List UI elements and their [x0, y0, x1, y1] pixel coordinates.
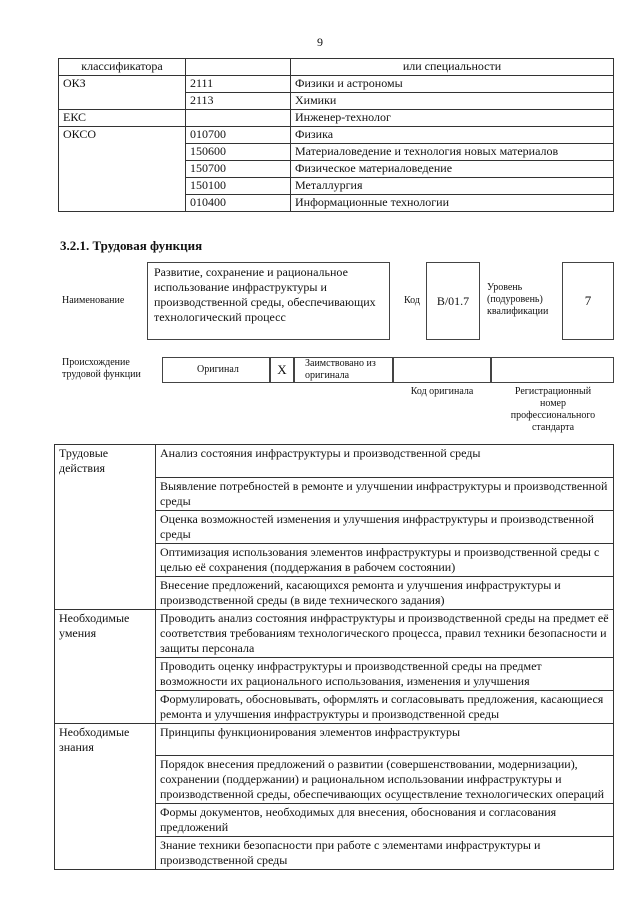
requirement-category-cont — [55, 477, 156, 510]
requirement-item: Формулировать, обосновывать, оформлять и согласовывать предложения, касающиеся ремонта и улучшения инфраструктуры и производственной среды — [156, 690, 614, 723]
classifier-group — [59, 144, 186, 161]
classifier-name: Физическое материаловедение — [291, 161, 614, 178]
requirement-category-cont — [55, 837, 156, 870]
origin-borrowed-cell: Заимствовано из оригинала — [294, 357, 393, 383]
requirement-item: Внесение предложений, касающихся ремонта и улучшения инфраструктуры и производственной среды (в виде технического задания) — [156, 576, 614, 609]
requirement-category-cont — [55, 804, 156, 837]
requirements-table — [54, 444, 614, 870]
requirement-item: Оптимизация использования элементов инфраструктуры и производственной среды с целью её сохранения (поддержания в рабочем состоянии) — [156, 543, 614, 576]
table-row — [55, 510, 614, 543]
qualification-level-box: 7 — [562, 262, 614, 340]
classifier-group — [59, 195, 186, 212]
table-row — [59, 161, 614, 178]
requirement-category: Трудовые действия — [55, 445, 156, 478]
table-row — [55, 609, 614, 657]
classifier-name: Материаловедение и технология новых материалов — [291, 144, 614, 161]
table-row — [55, 543, 614, 576]
classifier-code: 2113 — [186, 93, 291, 110]
classifier-group — [59, 93, 186, 110]
classifier-code: 2111 — [186, 76, 291, 93]
classifier-group: ЕКС — [59, 110, 186, 127]
table-row — [55, 690, 614, 723]
table-row — [55, 576, 614, 609]
table-row — [55, 445, 614, 478]
classifier-name: Физика — [291, 127, 614, 144]
classifier-name: Химики — [291, 93, 614, 110]
origin-reg-caption: Регистрационный номер профессионального стандарта — [510, 386, 596, 433]
classifier-code: 150600 — [186, 144, 291, 161]
origin-reg-cell — [491, 357, 614, 383]
requirement-category-cont — [55, 690, 156, 723]
requirement-category: Необходимые знания — [55, 723, 156, 756]
classifier-group — [59, 178, 186, 195]
table-row — [55, 723, 614, 756]
table-row — [55, 657, 614, 690]
classifier-header-cell — [186, 59, 291, 76]
requirement-item: Анализ состояния инфраструктуры и производственной среды — [156, 445, 614, 478]
requirement-category-cont — [55, 543, 156, 576]
table-row — [59, 93, 614, 110]
requirement-category-cont — [55, 576, 156, 609]
table-row — [55, 477, 614, 510]
classifier-code: 010400 — [186, 195, 291, 212]
table-row — [59, 195, 614, 212]
origin-label: Происхождение трудовой функции — [62, 357, 141, 380]
classifier-name: Металлургия — [291, 178, 614, 195]
name-label: Наименование — [62, 295, 125, 306]
section-heading: 3.2.1. Трудовая функция — [60, 238, 203, 253]
classifier-header-row — [59, 59, 614, 76]
classifier-group: ОКСО — [59, 127, 186, 144]
code-label: Код — [404, 295, 420, 306]
classifier-name: Физики и астрономы — [291, 76, 614, 93]
level-label: Уровень (подуровень) квалификации — [487, 282, 549, 317]
table-row — [59, 178, 614, 195]
requirement-category: Необходимые умения — [55, 609, 156, 657]
table-row — [59, 110, 614, 127]
requirement-item: Формы документов, необходимых для внесения, обоснования и согласования предложений — [156, 804, 614, 837]
table-row — [55, 837, 614, 870]
table-row — [55, 756, 614, 804]
table-row — [59, 76, 614, 93]
classifier-table — [58, 58, 614, 212]
classifier-group — [59, 161, 186, 178]
table-row — [59, 127, 614, 144]
requirement-item: Знание техники безопасности при работе с элементами инфраструктуры и производственной среды — [156, 837, 614, 870]
requirement-item: Проводить оценку инфраструктуры и производственной среды на предмет возможности их рационального использования, изменения и улучшения — [156, 657, 614, 690]
origin-code-caption: Код оригинала — [410, 386, 474, 397]
origin-original-cell: Оригинал — [162, 357, 270, 383]
classifier-code: 010700 — [186, 127, 291, 144]
table-row — [59, 144, 614, 161]
origin-mark-cell: X — [270, 357, 294, 383]
classifier-code — [186, 110, 291, 127]
origin-row — [162, 357, 614, 383]
function-name-box: Развитие, сохранение и рациональное использование инфраструктуры и производственной среды, обеспечивающих технологический процесс — [147, 262, 390, 340]
requirement-category-cont — [55, 756, 156, 804]
requirement-category-cont — [55, 510, 156, 543]
requirement-item: Оценка возможностей изменения и улучшения инфраструктуры и производственной среды — [156, 510, 614, 543]
classifier-code: 150700 — [186, 161, 291, 178]
requirement-item: Порядок внесения предложений о развитии (совершенствовании, модернизации), сохранении (поддержании) и рациональном использовании инфраструктуры и производственной среды, обеспечивающих осуществление технологических операций — [156, 756, 614, 804]
origin-code-cell — [393, 357, 491, 383]
requirement-item: Выявление потребностей в ремонте и улучшении инфраструктуры и производственной среды — [156, 477, 614, 510]
classifier-group: ОКЗ — [59, 76, 186, 93]
requirement-item: Проводить анализ состояния инфраструктуры и производственной среды на предмет её соответствия требованиям технологического процесса, правил техники безопасности и защиты персонала — [156, 609, 614, 657]
classifier-name: Информационные технологии — [291, 195, 614, 212]
table-row — [55, 804, 614, 837]
requirement-item: Принципы функционирования элементов инфраструктуры — [156, 723, 614, 756]
classifier-name: Инженер-технолог — [291, 110, 614, 127]
requirement-category-cont — [55, 657, 156, 690]
page-number: 9 — [317, 35, 323, 49]
classifier-code: 150100 — [186, 178, 291, 195]
classifier-header-cell: классификатора — [59, 59, 186, 76]
function-code-box: B/01.7 — [426, 262, 480, 340]
classifier-header-cell: или специальности — [291, 59, 614, 76]
